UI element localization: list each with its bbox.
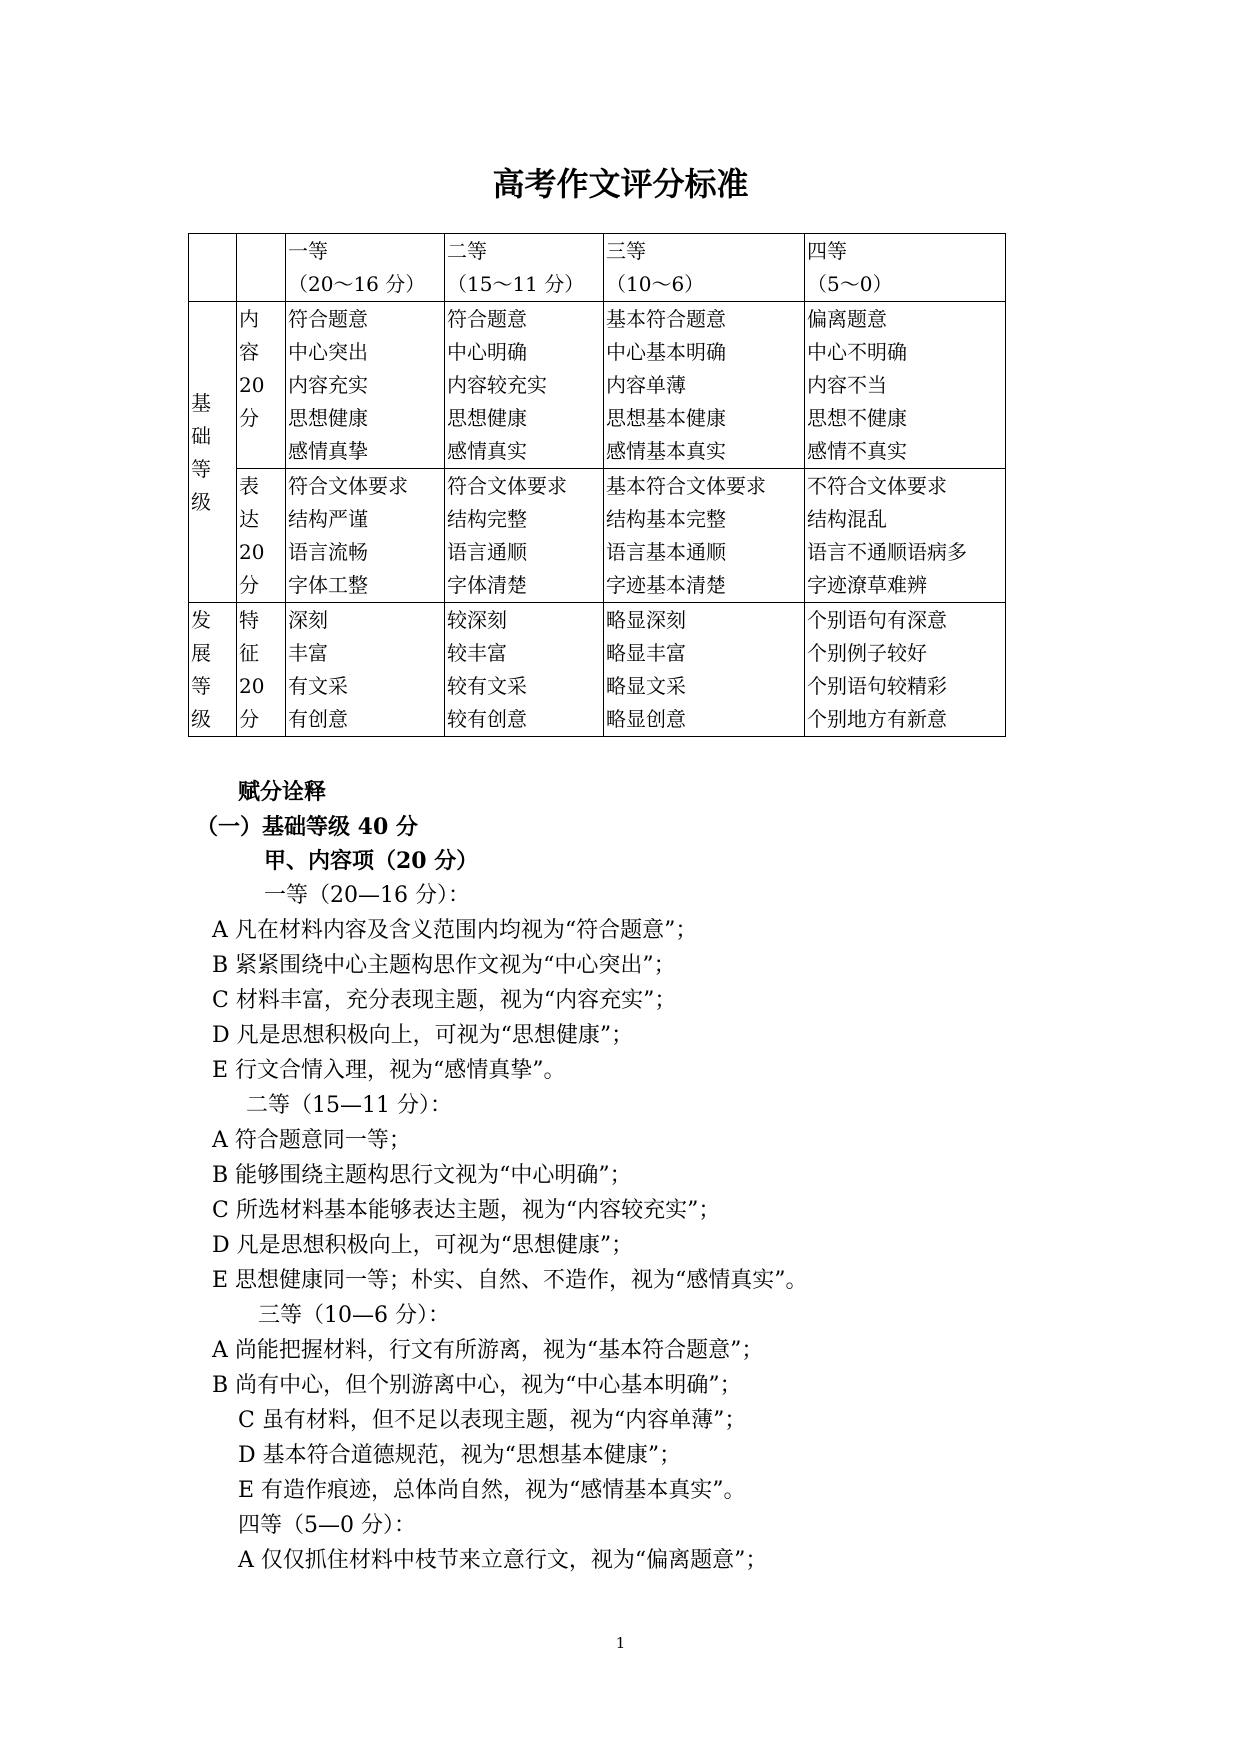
table-cell: 不符合文体要求 结构混乱 语言不通顺语病多 字迹潦草难辨	[805, 469, 1006, 603]
note-line: D 凡是思想积极向上，可视为“思想健康”；	[212, 1023, 634, 1048]
subsection-heading: 甲、内容项（20 分）	[264, 848, 479, 874]
note-line: B 能够围绕主题构思行文视为“中心明确”；	[212, 1163, 632, 1188]
table-cell: 符合文体要求 结构严谨 语言流畅 字体工整	[286, 469, 445, 603]
table-row	[189, 302, 1006, 469]
note-line: B 尚有中心，但个别游离中心，视为“中心基本明确”；	[212, 1373, 742, 1398]
header-blank-cell	[189, 234, 237, 302]
table-cell: 符合文体要求 结构完整 语言通顺 字体清楚	[445, 469, 604, 603]
scoring-table	[188, 233, 1006, 737]
table-cell: 符合题意 中心明确 内容较充实 思想健康 感情真实	[445, 302, 604, 469]
note-line: D 凡是思想积极向上，可视为“思想健康”；	[212, 1233, 634, 1258]
note-line: E 行文合情入理，视为“感情真挚”。	[212, 1058, 566, 1083]
table-cell: 个别语句有深意 个别例子较好 个别语句较精彩 个别地方有新意	[805, 603, 1006, 737]
table-cell: 符合题意 中心突出 内容充实 思想健康 感情真挚	[286, 302, 445, 469]
note-line: A 符合题意同一等；	[212, 1128, 411, 1153]
table-row	[189, 469, 1006, 603]
note-line: E 思想健康同一等；朴实、自然、不造作，视为“感情真实”。	[212, 1268, 808, 1293]
note-line: A 凡在材料内容及含义范围内均视为“符合题意”；	[212, 918, 698, 943]
note-line: E 有造作痕迹，总体尚自然，视为“感情基本真实”。	[238, 1478, 746, 1503]
table-cell: 偏离题意 中心不明确 内容不当 思想不健康 感情不真实	[805, 302, 1006, 469]
section-heading: （一）基础等级 40 分	[196, 814, 418, 840]
subrow-label-feature: 特 征 20 分	[237, 603, 286, 737]
grade-heading: 三等（10—6 分）：	[258, 1303, 450, 1328]
grade-heading: 一等（20—16 分）：	[264, 883, 470, 908]
subrow-label-expression: 表 达 20 分	[237, 469, 286, 603]
table-cell: 基本符合文体要求 结构基本完整 语言基本通顺 字迹基本清楚	[604, 469, 805, 603]
page-title: 高考作文评分标准	[492, 165, 749, 203]
grade-heading: 二等（15—11 分）：	[246, 1093, 452, 1118]
note-line: C 所选材料基本能够表达主题，视为“内容较充实”；	[212, 1198, 721, 1223]
group-label-development: 发 展 等 级	[189, 603, 237, 737]
grade-heading: 四等（5—0 分）：	[238, 1513, 416, 1538]
header-grade-4: 四等 （5～0）	[805, 234, 1006, 302]
note-line: A 尚能把握材料，行文有所游离，视为“基本符合题意”；	[212, 1338, 764, 1363]
table-cell: 基本符合题意 中心基本明确 内容单薄 思想基本健康 感情基本真实	[604, 302, 805, 469]
table-cell: 略显深刻 略显丰富 略显文采 略显创意	[604, 603, 805, 737]
note-line: C 材料丰富，充分表现主题，视为“内容充实”；	[212, 988, 677, 1013]
subrow-label-content: 内 容 20 分	[237, 302, 286, 469]
notes-heading: 赋分诠释	[238, 779, 327, 805]
header-grade-1: 一等 （20～16 分）	[286, 234, 445, 302]
table-cell: 较深刻 较丰富 较有文采 较有创意	[445, 603, 604, 737]
table-row	[189, 603, 1006, 737]
page-number: 1	[615, 1634, 626, 1652]
header-blank-cell	[237, 234, 286, 302]
note-line: A 仅仅抓住材料中枝节来立意行文，视为“偏离题意”；	[238, 1548, 768, 1573]
note-line: C 虽有材料，但不足以表现主题，视为“内容单薄”；	[238, 1408, 747, 1433]
note-line: D 基本符合道德规范，视为“思想基本健康”；	[238, 1443, 682, 1468]
table-cell: 深刻 丰富 有文采 有创意	[286, 603, 445, 737]
header-grade-3: 三等 （10～6）	[604, 234, 805, 302]
table-header-row	[189, 234, 1006, 302]
note-line: B 紧紧围绕中心主题构思作文视为“中心突出”；	[212, 953, 676, 978]
header-grade-2: 二等 （15～11 分）	[445, 234, 604, 302]
group-label-basic: 基 础 等 级	[189, 302, 237, 603]
